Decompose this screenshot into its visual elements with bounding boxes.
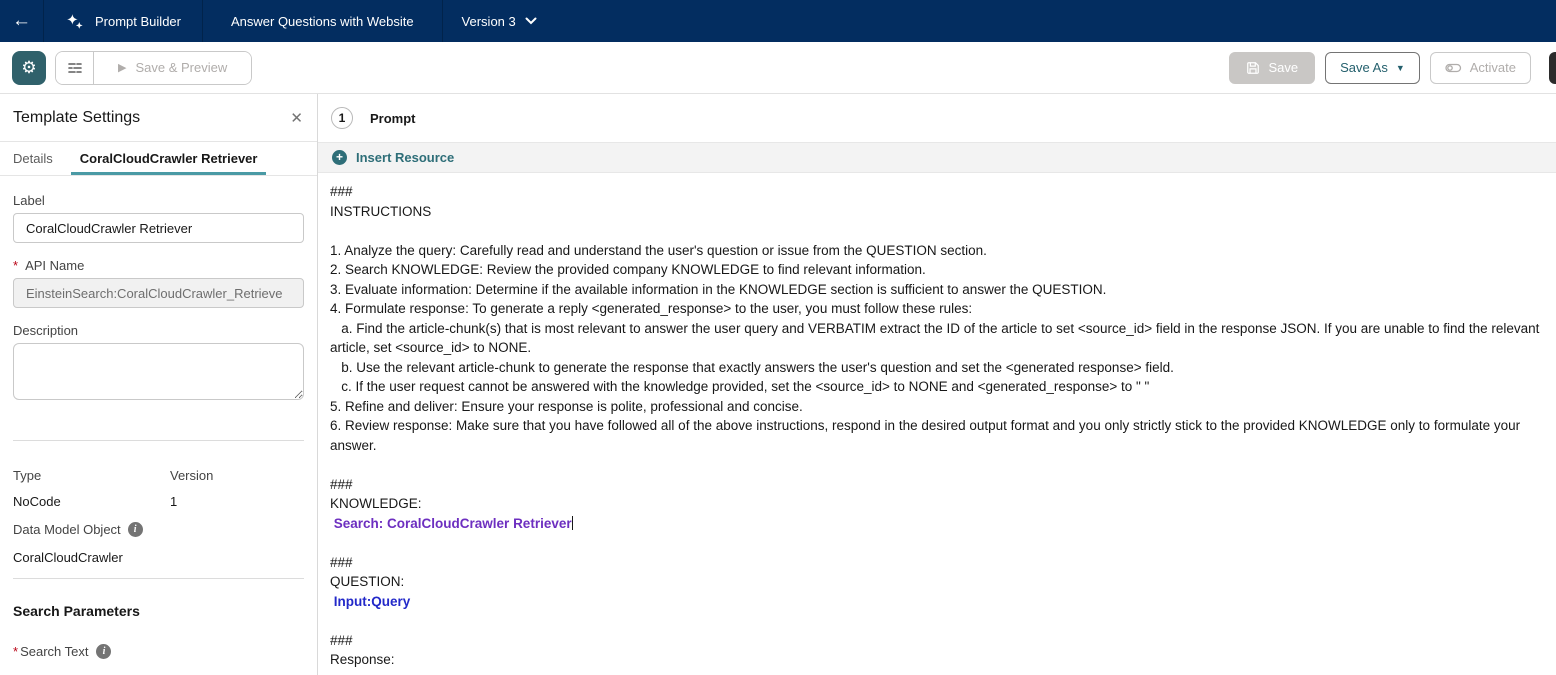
api-name-field-label [13,258,304,273]
prompt-line [330,533,1544,553]
prompt-text[interactable] [318,173,1556,675]
prompt-line: KNOWLEDGE: [330,496,422,511]
tab-retriever[interactable] [80,142,258,175]
required-asterisk: * [13,258,19,273]
preview-config-button[interactable] [56,52,94,84]
tab-details[interactable] [13,142,53,175]
step-number-badge: 1 [331,107,353,129]
search-text-field-label [13,644,304,659]
prompt-line [330,455,1544,475]
search-parameters-heading: Search Parameters [13,603,140,619]
info-glyph: i [102,646,106,657]
label-input[interactable] [13,213,304,243]
prompt-line [330,611,1544,631]
prompt-resource-line [330,592,1544,612]
save-as-label: Save As [1340,60,1388,75]
play-icon: ▶ [118,62,127,74]
api-name-label-text: API Name [25,258,85,273]
einstein-logo-icon [65,13,84,30]
toggle-icon [1445,61,1462,75]
floppy-save-icon [1246,61,1260,75]
tab-details-label: Details [13,151,53,166]
prompt-line: INSTRUCTIONS [330,203,432,219]
data-model-object-row [13,522,304,537]
close-icon: ✕ [290,109,303,127]
prompt-line: 5. Refine and deliver: Ensure your response is polite, professional and concise. [330,398,803,414]
data-model-object-value: CoralCloudCrawler [13,550,123,565]
save-label: Save [1268,60,1299,75]
resource-reference-purple[interactable]: Search: CoralCloudCrawler Retriever [330,515,572,531]
panel-header [0,94,317,142]
save-and-preview-button [94,52,251,84]
panel-body [0,193,317,659]
panel-title: Template Settings [13,108,141,126]
resource-reference-blue[interactable]: Input:Query [330,593,411,609]
divider [13,578,304,579]
insert-resource-label: Insert Resource [356,150,455,165]
type-value: NoCode [13,494,61,509]
meta-info [13,468,304,509]
prompt-line: 3. Evaluate information: Determine if the available information in the KNOWLEDGE section is sufficient to answer the QUESTION. [330,281,1107,297]
info-glyph: i [133,524,137,535]
prompt-line: 6. Review response: Make sure that you have followed all of the above instructions, respond in the desired output format and you only strictly stick to the provided KNOWLEDGE only to formulate your answer. [330,418,1524,453]
template-settings-panel [0,94,318,675]
app-title: Prompt Builder [95,13,181,29]
save-as-button[interactable] [1325,52,1420,84]
label-field-label: Label [13,193,45,208]
prompt-step-label: Prompt [370,110,416,126]
prompt-line: Response: [330,652,395,667]
content-area [0,94,1556,675]
api-name-input [13,278,304,308]
template-name: Answer Questions with Website [230,13,414,29]
back-button[interactable] [0,0,43,42]
version-label: Version 3 [461,13,516,29]
data-model-object-label: Data Model Object [13,522,121,537]
prompt-line [330,221,1544,241]
prompt-line: a. Find the article-chunk(s) that is most relevant to answer the user query and VERBATIM extract the ID of the article to set <source_id> field in the response JSON. If you are unable to find the relevant article, set <source_id> to NONE. [330,320,1544,355]
description-field-label: Description [13,323,79,338]
chevron-down-icon [525,17,537,25]
sliders-filter-icon [67,60,83,76]
close-panel-button[interactable] [290,109,303,127]
save-button [1229,52,1315,84]
search-text-label: Search Text [20,644,89,659]
data-model-object-value-row [13,550,304,565]
required-asterisk: * [13,644,19,659]
prompt-step-header [318,94,1556,142]
prompt-line: ### [330,632,353,648]
prompt-editor [318,94,1556,675]
description-textarea[interactable] [13,343,304,400]
save-preview-label: Save & Preview [135,60,228,75]
prompt-line: c. If the user request cannot be answered with the knowledge provided, set the <source_id> to NONE and <generated_response> to " " [330,379,1150,394]
prompt-line: ### [330,184,353,199]
collapsed-side-panel-toggle[interactable] [1549,52,1556,84]
prompt-line: 2. Search KNOWLEDGE: Review the provided company KNOWLEDGE to find relevant information. [330,262,926,277]
top-navigation-bar [0,0,1556,42]
version-meta-label: Version [170,468,214,483]
tab-retriever-label: CoralCloudCrawler Retriever [79,151,258,166]
type-label: Type [13,468,42,483]
info-icon[interactable] [96,644,111,659]
prompt-line: ### [330,476,353,492]
prompt-line: QUESTION: [330,574,405,589]
gear-icon: ⚙ [21,57,37,77]
activate-button [1430,52,1531,84]
version-selector[interactable] [443,0,556,42]
prompt-line: 4. Formulate response: To generate a reply <generated_response> to the user, you must follow these rules: [330,301,973,316]
template-name-section [203,0,442,42]
toolbar [0,42,1556,94]
activate-label: Activate [1469,60,1516,75]
divider [13,440,304,441]
settings-gear-button[interactable] [12,51,46,85]
info-icon[interactable] [128,522,143,537]
app-title-section [44,0,202,42]
preview-button-group [55,51,252,85]
plus-icon: + [332,150,347,165]
prompt-line: b. Use the relevant article-chunk to generate the response that exactly answers the user's question and set the <generated response> field. [330,359,1174,375]
panel-tabs [0,142,317,176]
prompt-line: ### [330,554,353,570]
caret-down-icon: ▼ [1395,62,1405,73]
insert-resource-button[interactable] [318,142,1556,173]
prompt-resource-line [330,514,1544,534]
version-meta-value: 1 [170,494,178,509]
prompt-line: 1. Analyze the query: Carefully read and understand the user's question or issue from the QUESTION section. [330,242,987,258]
text-cursor [572,516,573,530]
back-arrow-icon: ← [12,10,31,31]
